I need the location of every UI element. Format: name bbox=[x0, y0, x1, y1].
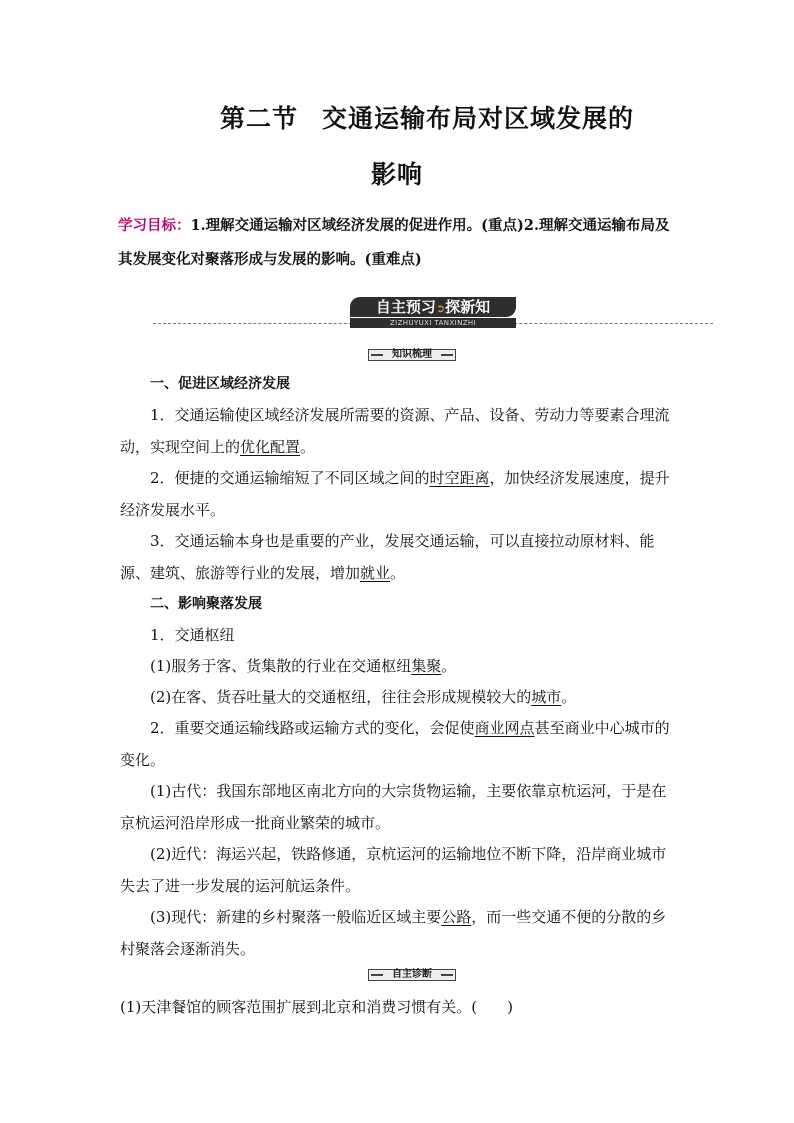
item-hub-1: (1)服务于客、货集散的行业在交通枢纽集聚。 bbox=[150, 657, 457, 675]
banner-pinyin: ZIZHUYUXI TANXINZHI bbox=[350, 318, 516, 328]
subheading-hub: 1．交通枢纽 bbox=[150, 626, 235, 644]
heading-1: 一、促进区域经济发展 bbox=[150, 376, 290, 392]
banner-title: 自主预习➲探新知 bbox=[350, 297, 516, 317]
paragraph-route-change: 2．重要交通运输线路或运输方式的变化，会促使商业网点甚至商业中心城市的变化。 bbox=[120, 719, 670, 769]
paragraph-1: 1．交通运输使区域经济发展所需要的资源、产品、设备、劳动力等要素合理流动，实现空间上的优化配置。 bbox=[120, 406, 670, 456]
knowledge-tag: 知识梳理 bbox=[0, 348, 794, 362]
section-banner bbox=[153, 295, 713, 329]
diagnosis-tag: 自主诊断 bbox=[0, 968, 794, 982]
item-ancient: (1)古代：我国东部地区南北方向的大宗货物运输，主要依靠京杭运河，于是在京杭运河沿岸形成一批商业繁荣的城市。 bbox=[120, 782, 667, 832]
page-title-line1: 第二节 交通运输布局对区域发展的 bbox=[219, 104, 635, 133]
item-hub-2: (2)在客、货吞吐量大的交通枢纽，往往会形成规模较大的城市。 bbox=[150, 688, 577, 706]
question-1: (1)天津餐馆的顾客范围扩展到北京和消费习惯有关。( ) bbox=[120, 998, 513, 1016]
heading-2: 二、影响聚落发展 bbox=[150, 596, 262, 612]
item-modern-early: (2)近代：海运兴起，铁路修通，京杭运河的运输地位不断下降，沿岸商业城市失去了进一步发展的运河航运条件。 bbox=[120, 845, 667, 895]
paragraph-3: 3．交通运输本身也是重要的产业，发展交通运输，可以直接拉动原材料、能源、建筑、旅游等行业的发展，增加就业。 bbox=[120, 532, 655, 582]
learning-goals: 学习目标：1.理解交通运输对区域经济发展的促进作用。(重点)2.理解交通运输布局及其发展变化对聚落形成与发展的影响。(重难点) bbox=[118, 217, 670, 268]
learning-goals-label: 学习目标： bbox=[118, 217, 191, 234]
item-modern: (3)现代：新建的乡村聚落一般临近区域主要公路，而一些交通不便的分散的乡村聚落会逐渐消失。 bbox=[120, 908, 667, 958]
page-title-line2: 影响 bbox=[370, 160, 423, 189]
paragraph-2: 2．便捷的交通运输缩短了不同区域之间的时空距离，加快经济发展速度，提升经济发展水平。 bbox=[120, 469, 670, 519]
arrow-icon: ➲ bbox=[435, 302, 446, 315]
